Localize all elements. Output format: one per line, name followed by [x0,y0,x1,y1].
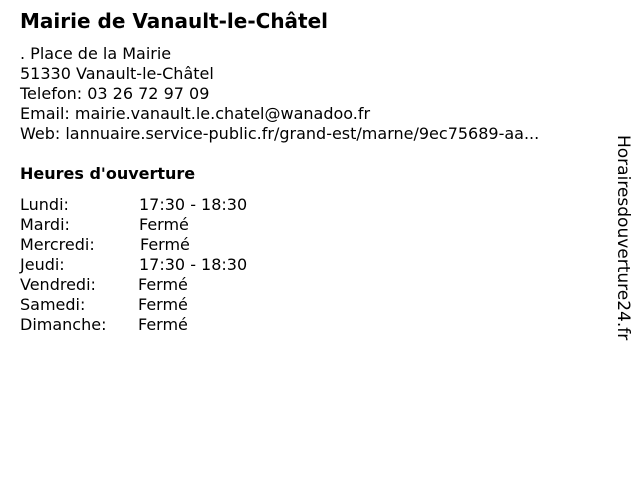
day-label: Mercredi: [20,235,95,254]
time-value: Fermé [138,315,188,334]
day-label: Vendredi: [20,275,96,294]
day-label: Mardi: [20,215,70,234]
day-label: Samedi: [20,295,86,314]
phone-number: Telefon: 03 26 72 97 09 [20,84,210,103]
time-value: 17:30 - 18:30 [139,255,248,274]
day-label: Jeudi: [20,255,65,274]
day-label: Lundi: [20,195,69,214]
day-label: Dimanche: [20,315,107,334]
email-address: Email: mairie.vanault.le.chatel@wanadoo.fr [20,104,371,123]
address-block [20,44,539,144]
page-title: Mairie de Vanault-le-Châtel [20,9,329,33]
time-value: Fermé [138,275,188,294]
site-watermark: Horairesdouverture24.fr [613,135,633,341]
city-address: 51330 Vanault-le-Châtel [20,64,214,83]
time-value: Fermé [139,215,189,234]
time-value: 17:30 - 18:30 [139,195,248,214]
website-link: Web: lannuaire.service-public.fr/grand-est/marne/9ec75689-aa... [20,124,540,143]
hours-heading: Heures d'ouverture [20,164,196,183]
time-value: Fermé [138,295,188,314]
street-address: . Place de la Mairie [20,44,172,63]
time-value: Fermé [140,235,190,254]
